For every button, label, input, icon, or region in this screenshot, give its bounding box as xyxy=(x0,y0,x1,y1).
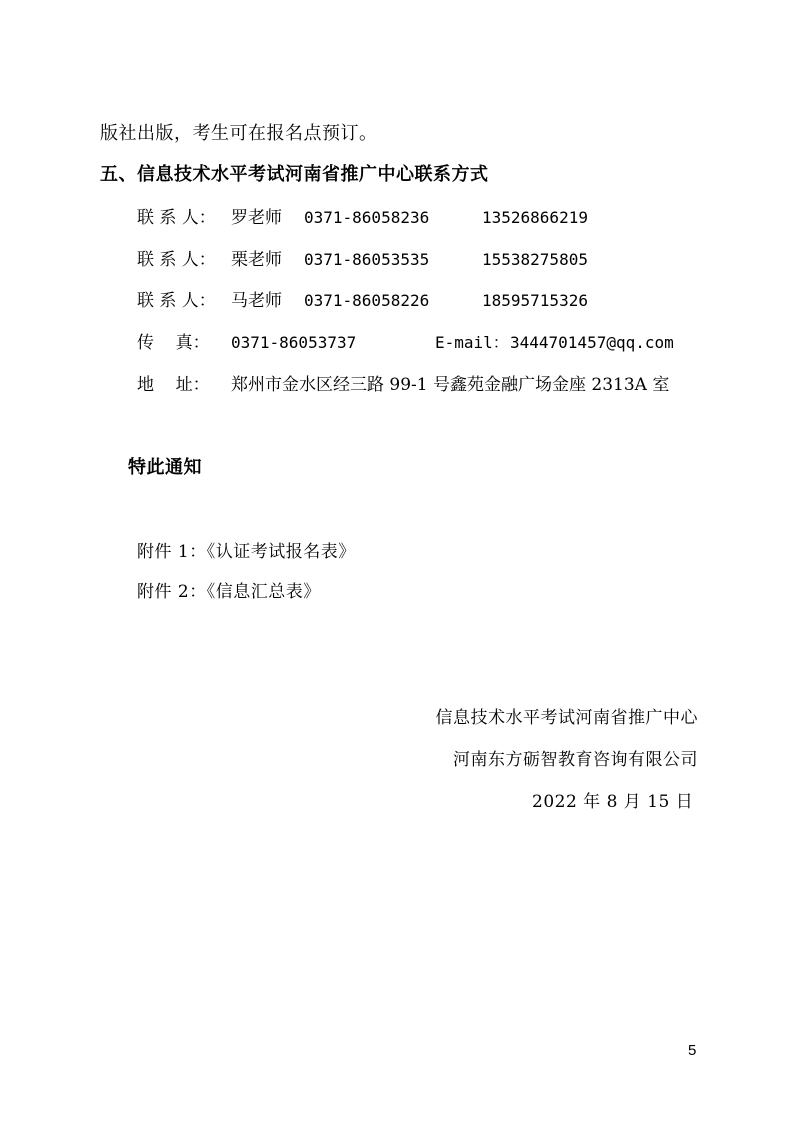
fax-label: 传 真： xyxy=(137,333,210,353)
contact-name: 栗老师 xyxy=(231,250,282,270)
attachment-item: 附件 1：《认证考试报名表》 xyxy=(137,542,356,562)
contact-label: 联 系 人： xyxy=(137,250,216,270)
contact-name: 马老师 xyxy=(231,291,282,311)
contact-phone: 0371-86053535 xyxy=(304,250,430,269)
page-number: 5 xyxy=(688,1042,697,1059)
attachment-item: 附件 2：《信息汇总表》 xyxy=(137,582,321,602)
signature-date: 2022 年 8 月 15 日 xyxy=(532,792,694,812)
section-heading: 五、信息技术水平考试河南省推广中心联系方式 xyxy=(100,164,489,185)
signature-org2: 河南东方砺智教育咨询有限公司 xyxy=(453,750,698,770)
contact-mobile: 15538275805 xyxy=(482,250,588,269)
contact-name: 罗老师 xyxy=(231,208,282,228)
contact-mobile: 13526866219 xyxy=(482,208,588,227)
email-value: 3444701457@qq.com xyxy=(510,333,674,352)
contact-mobile: 18595715326 xyxy=(482,291,588,310)
contact-phone: 0371-86058226 xyxy=(304,291,430,310)
contact-label: 联 系 人： xyxy=(137,291,216,311)
contact-label: 联 系 人： xyxy=(137,208,216,228)
email-label: E-mail： xyxy=(435,333,509,352)
contact-phone: 0371-86058236 xyxy=(304,208,430,227)
signature-org1: 信息技术水平考试河南省推广中心 xyxy=(435,708,698,728)
address-label: 地 址： xyxy=(137,375,210,395)
notice-text: 特此通知 xyxy=(128,457,202,478)
fax-value: 0371-86053737 xyxy=(231,333,357,352)
paragraph-continuation: 版社出版，考生可在报名点预订。 xyxy=(100,123,378,144)
address-value: 郑州市金水区经三路 99-1 号鑫苑金融广场金座 2313A 室 xyxy=(231,375,670,395)
